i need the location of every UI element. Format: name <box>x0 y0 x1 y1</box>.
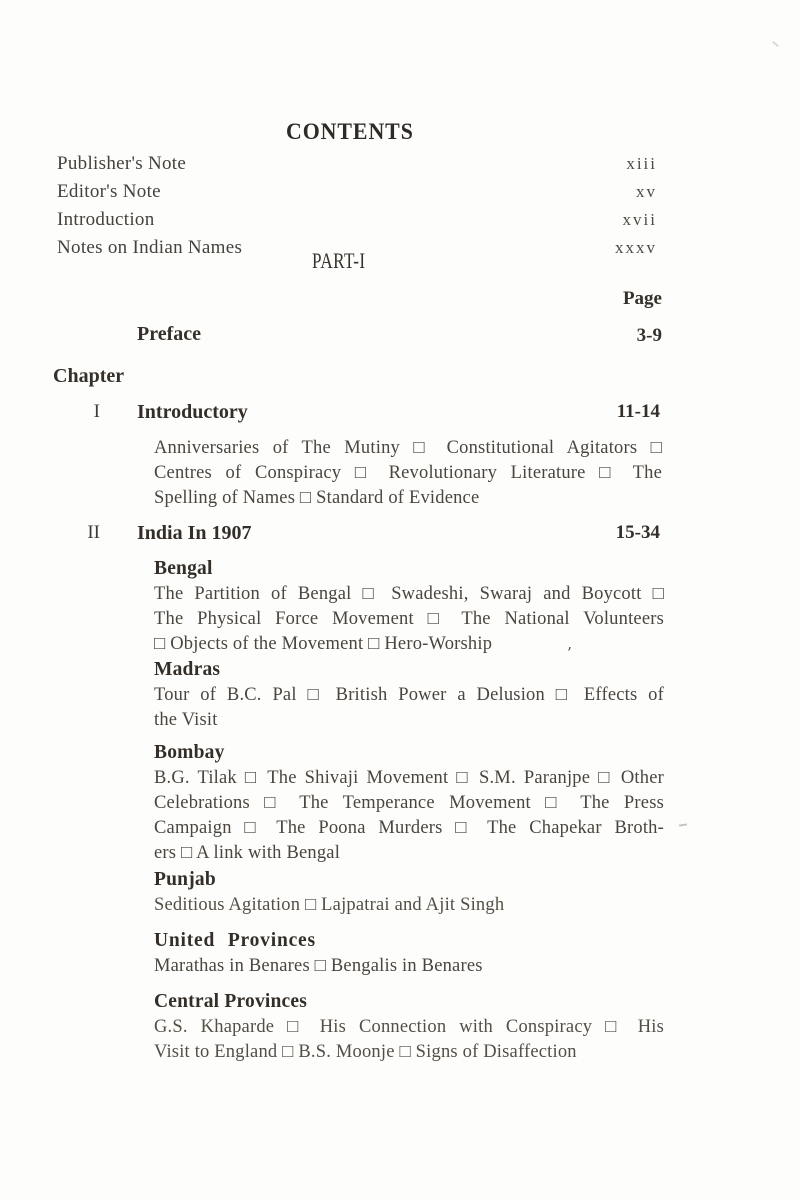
front-matter-label: Notes on Indian Names <box>57 237 243 258</box>
section-punjab <box>154 867 664 918</box>
front-matter-page: xv <box>636 182 657 201</box>
part-heading: PART-I <box>312 248 366 273</box>
front-matter-row <box>57 153 657 181</box>
front-matter-label: Editor's Note <box>57 181 161 202</box>
summary-line: B.G. Tilak □ The Shivaji Movement □ S.M. Paranjpe □ Other <box>154 768 664 788</box>
section-summary <box>154 582 664 657</box>
preface-pages: 3-9 <box>636 325 662 346</box>
front-matter-row <box>57 181 657 209</box>
chapter-title: India In 1907 <box>137 522 252 544</box>
section-summary <box>154 766 664 866</box>
summary-line: Celebrations □ The Temperance Movement □ The Press <box>154 793 664 813</box>
chapter-row-2 <box>0 522 800 546</box>
preface-label: Preface <box>137 323 202 345</box>
section-heading: Bombay <box>154 742 225 763</box>
scan-artifact-mark: ’ <box>567 644 572 662</box>
summary-line: ers □ A link with Bengal <box>154 843 341 863</box>
page-title: CONTENTS <box>286 119 414 144</box>
front-matter-page: xxxv <box>615 238 657 257</box>
summary-line: Campaign □ The Poona Murders □ The Chapekar Broth- <box>154 818 664 838</box>
section-heading: Central Provinces <box>154 991 308 1012</box>
chapter-1-summary <box>154 436 662 511</box>
front-matter-label: Publisher's Note <box>57 153 187 174</box>
section-heading: Punjab <box>154 869 216 890</box>
chapter-pages: 11-14 <box>616 401 660 422</box>
section-heading: Bengal <box>154 558 213 579</box>
chapter-numeral: I <box>93 401 100 422</box>
section-madras <box>154 657 664 733</box>
front-matter-row <box>57 209 657 237</box>
summary-line: the Visit <box>154 710 218 730</box>
section-central-provinces <box>154 989 664 1065</box>
section-summary <box>154 1015 664 1065</box>
section-summary <box>154 954 664 979</box>
chapter-numeral: II <box>87 522 100 543</box>
page-column-label: Page <box>622 288 662 309</box>
summary-line: The Partition of Bengal □ Swadeshi, Swaraj and Boycott □ <box>154 584 664 604</box>
summary-line: Seditious Agitation □ Lajpatrai and Ajit Singh <box>154 895 505 915</box>
summary-line: Anniversaries of The Mutiny □ Constitutional Agitators □ <box>154 438 662 458</box>
chapter-title: Introductory <box>137 401 248 423</box>
front-matter-page: xiii <box>626 154 657 173</box>
scan-artifact-mark <box>679 823 687 826</box>
section-heading: United Provinces <box>154 930 316 951</box>
summary-line: □ Objects of the Movement □ Hero-Worship <box>154 634 493 654</box>
summary-line: The Physical Force Movement □ The National Volunteers <box>154 609 664 629</box>
summary-line: Tour of B.C. Pal □ British Power a Delusion □ Effects of <box>154 685 664 705</box>
section-summary <box>154 893 664 918</box>
section-united-provinces <box>154 928 664 979</box>
summary-line: Marathas in Benares □ Bengalis in Benares <box>154 956 483 976</box>
chapter-row-1 <box>0 401 800 425</box>
summary-line: Centres of Conspiracy □ Revolutionary Literature □ The <box>154 463 662 483</box>
front-matter-label: Introduction <box>57 209 155 230</box>
summary-line: G.S. Khaparde □ His Connection with Conspiracy □ His <box>154 1017 664 1037</box>
chapter-pages: 15-34 <box>615 522 660 543</box>
scan-artifact-mark <box>772 41 779 47</box>
summary-line: Spelling of Names □ Standard of Evidence <box>154 488 480 508</box>
section-bengal <box>154 556 664 657</box>
chapter-column-label: Chapter <box>53 365 125 387</box>
front-matter-page: xvii <box>622 210 657 229</box>
section-heading: Madras <box>154 659 221 680</box>
summary-line: Visit to England □ B.S. Moonje □ Signs of Disaffection <box>154 1042 577 1062</box>
section-bombay <box>154 740 664 866</box>
section-summary <box>154 683 664 733</box>
